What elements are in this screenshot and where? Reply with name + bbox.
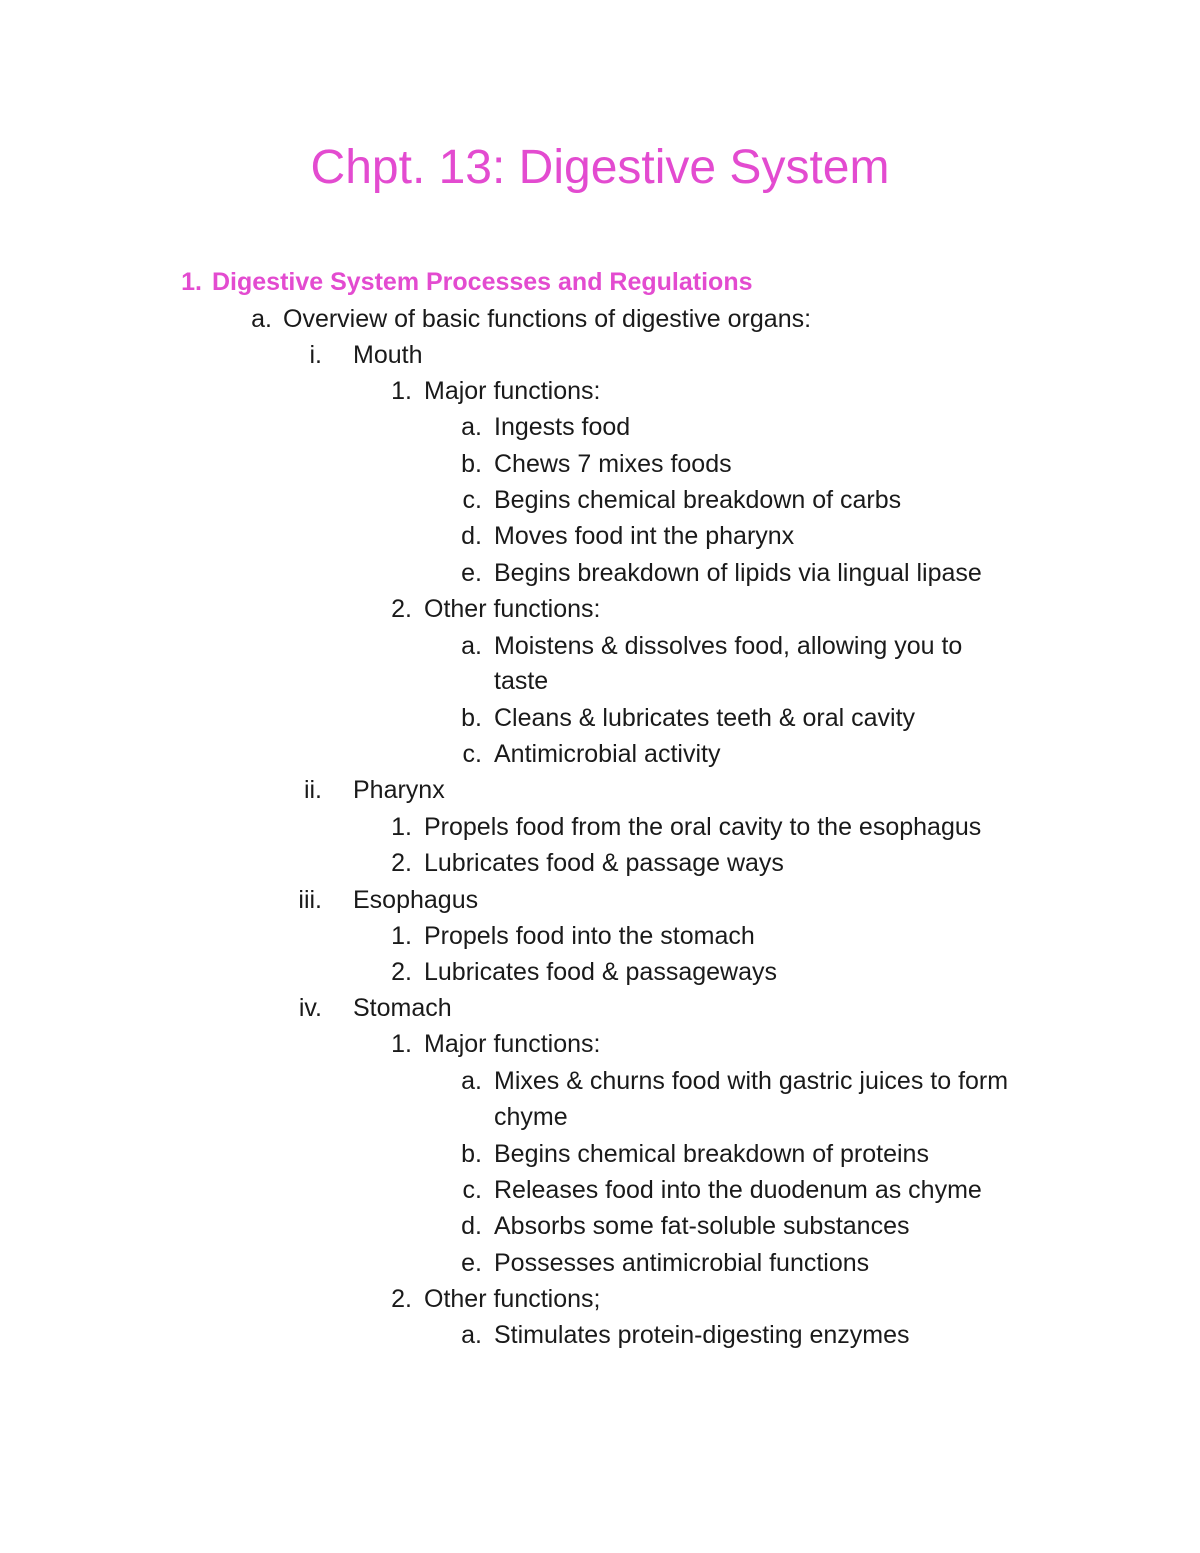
organ-label: Esophagus: [353, 886, 479, 914]
list-item-text: chyme: [494, 1103, 568, 1131]
list-marker: a.: [461, 1321, 482, 1349]
list-marker: c.: [462, 740, 482, 768]
list-item-text: Other functions;: [424, 1285, 601, 1313]
list-item-text: Moistens & dissolves food, allowing you to: [494, 632, 963, 660]
list-marker: iv.: [298, 994, 322, 1022]
list-marker: a.: [461, 413, 482, 441]
list-marker: e.: [461, 559, 482, 587]
list-item-text: Moves food int the pharynx: [494, 522, 795, 550]
list-marker: d.: [461, 522, 482, 550]
list-item-text: Propels food from the oral cavity to the esophagus: [424, 813, 982, 841]
list-item-text: Stimulates protein-digesting enzymes: [494, 1321, 910, 1349]
list-item-text: Possesses antimicrobial functions: [494, 1249, 870, 1277]
list-item-text: Releases food into the duodenum as chyme: [494, 1176, 982, 1204]
list-marker: 2.: [391, 595, 412, 623]
list-item-text: Begins breakdown of lipids via lingual lipase: [494, 559, 982, 587]
list-marker: iii.: [298, 886, 322, 914]
list-marker: 2.: [391, 958, 412, 986]
list-marker: b.: [461, 1140, 482, 1168]
list-marker: b.: [461, 704, 482, 732]
list-item-text: Other functions:: [424, 595, 601, 623]
list-item-text: Ingests food: [494, 413, 631, 441]
list-marker: b.: [461, 450, 482, 478]
list-marker: 1.: [391, 922, 412, 950]
list-item-text: Chews 7 mixes foods: [494, 450, 732, 478]
list-item-text: Lubricates food & passageways: [424, 958, 777, 986]
list-marker: a.: [461, 1067, 482, 1095]
list-item-text: taste: [494, 667, 549, 695]
list-marker: a.: [251, 305, 272, 333]
list-item-text: Mixes & churns food with gastric juices to form: [494, 1067, 1009, 1095]
list-marker: 2.: [391, 1285, 412, 1313]
list-item-text: Major functions:: [424, 1030, 601, 1058]
list-item-text: Begins chemical breakdown of proteins: [494, 1140, 929, 1168]
list-marker: a.: [461, 632, 482, 660]
organ-label: Pharynx: [353, 776, 445, 804]
list-item-text: Absorbs some fat-soluble substances: [494, 1212, 910, 1240]
list-marker: 1.: [391, 1030, 412, 1058]
list-item-text: Lubricates food & passage ways: [424, 849, 784, 877]
section-heading-text: Digestive System Processes and Regulations: [212, 268, 753, 296]
list-marker: c.: [462, 1176, 482, 1204]
list-marker: 1.: [181, 268, 202, 296]
list-marker: 1.: [391, 377, 412, 405]
list-marker: d.: [461, 1212, 482, 1240]
list-item-text: Overview of basic functions of digestive organs:: [283, 305, 812, 333]
page-title: Chpt. 13: Digestive System: [310, 141, 890, 194]
list-item-text: Antimicrobial activity: [494, 740, 721, 768]
list-marker: e.: [461, 1249, 482, 1277]
list-item-text: Begins chemical breakdown of carbs: [494, 486, 902, 514]
organ-label: Mouth: [353, 341, 423, 369]
list-marker: i.: [309, 341, 322, 369]
list-item-text: Major functions:: [424, 377, 601, 405]
list-item-text: Propels food into the stomach: [424, 922, 755, 950]
list-marker: ii.: [303, 776, 322, 804]
organ-label: Stomach: [353, 994, 452, 1022]
list-marker: 2.: [391, 849, 412, 877]
list-item-text: Cleans & lubricates teeth & oral cavity: [494, 704, 916, 732]
list-marker: 1.: [391, 813, 412, 841]
list-marker: c.: [462, 486, 482, 514]
